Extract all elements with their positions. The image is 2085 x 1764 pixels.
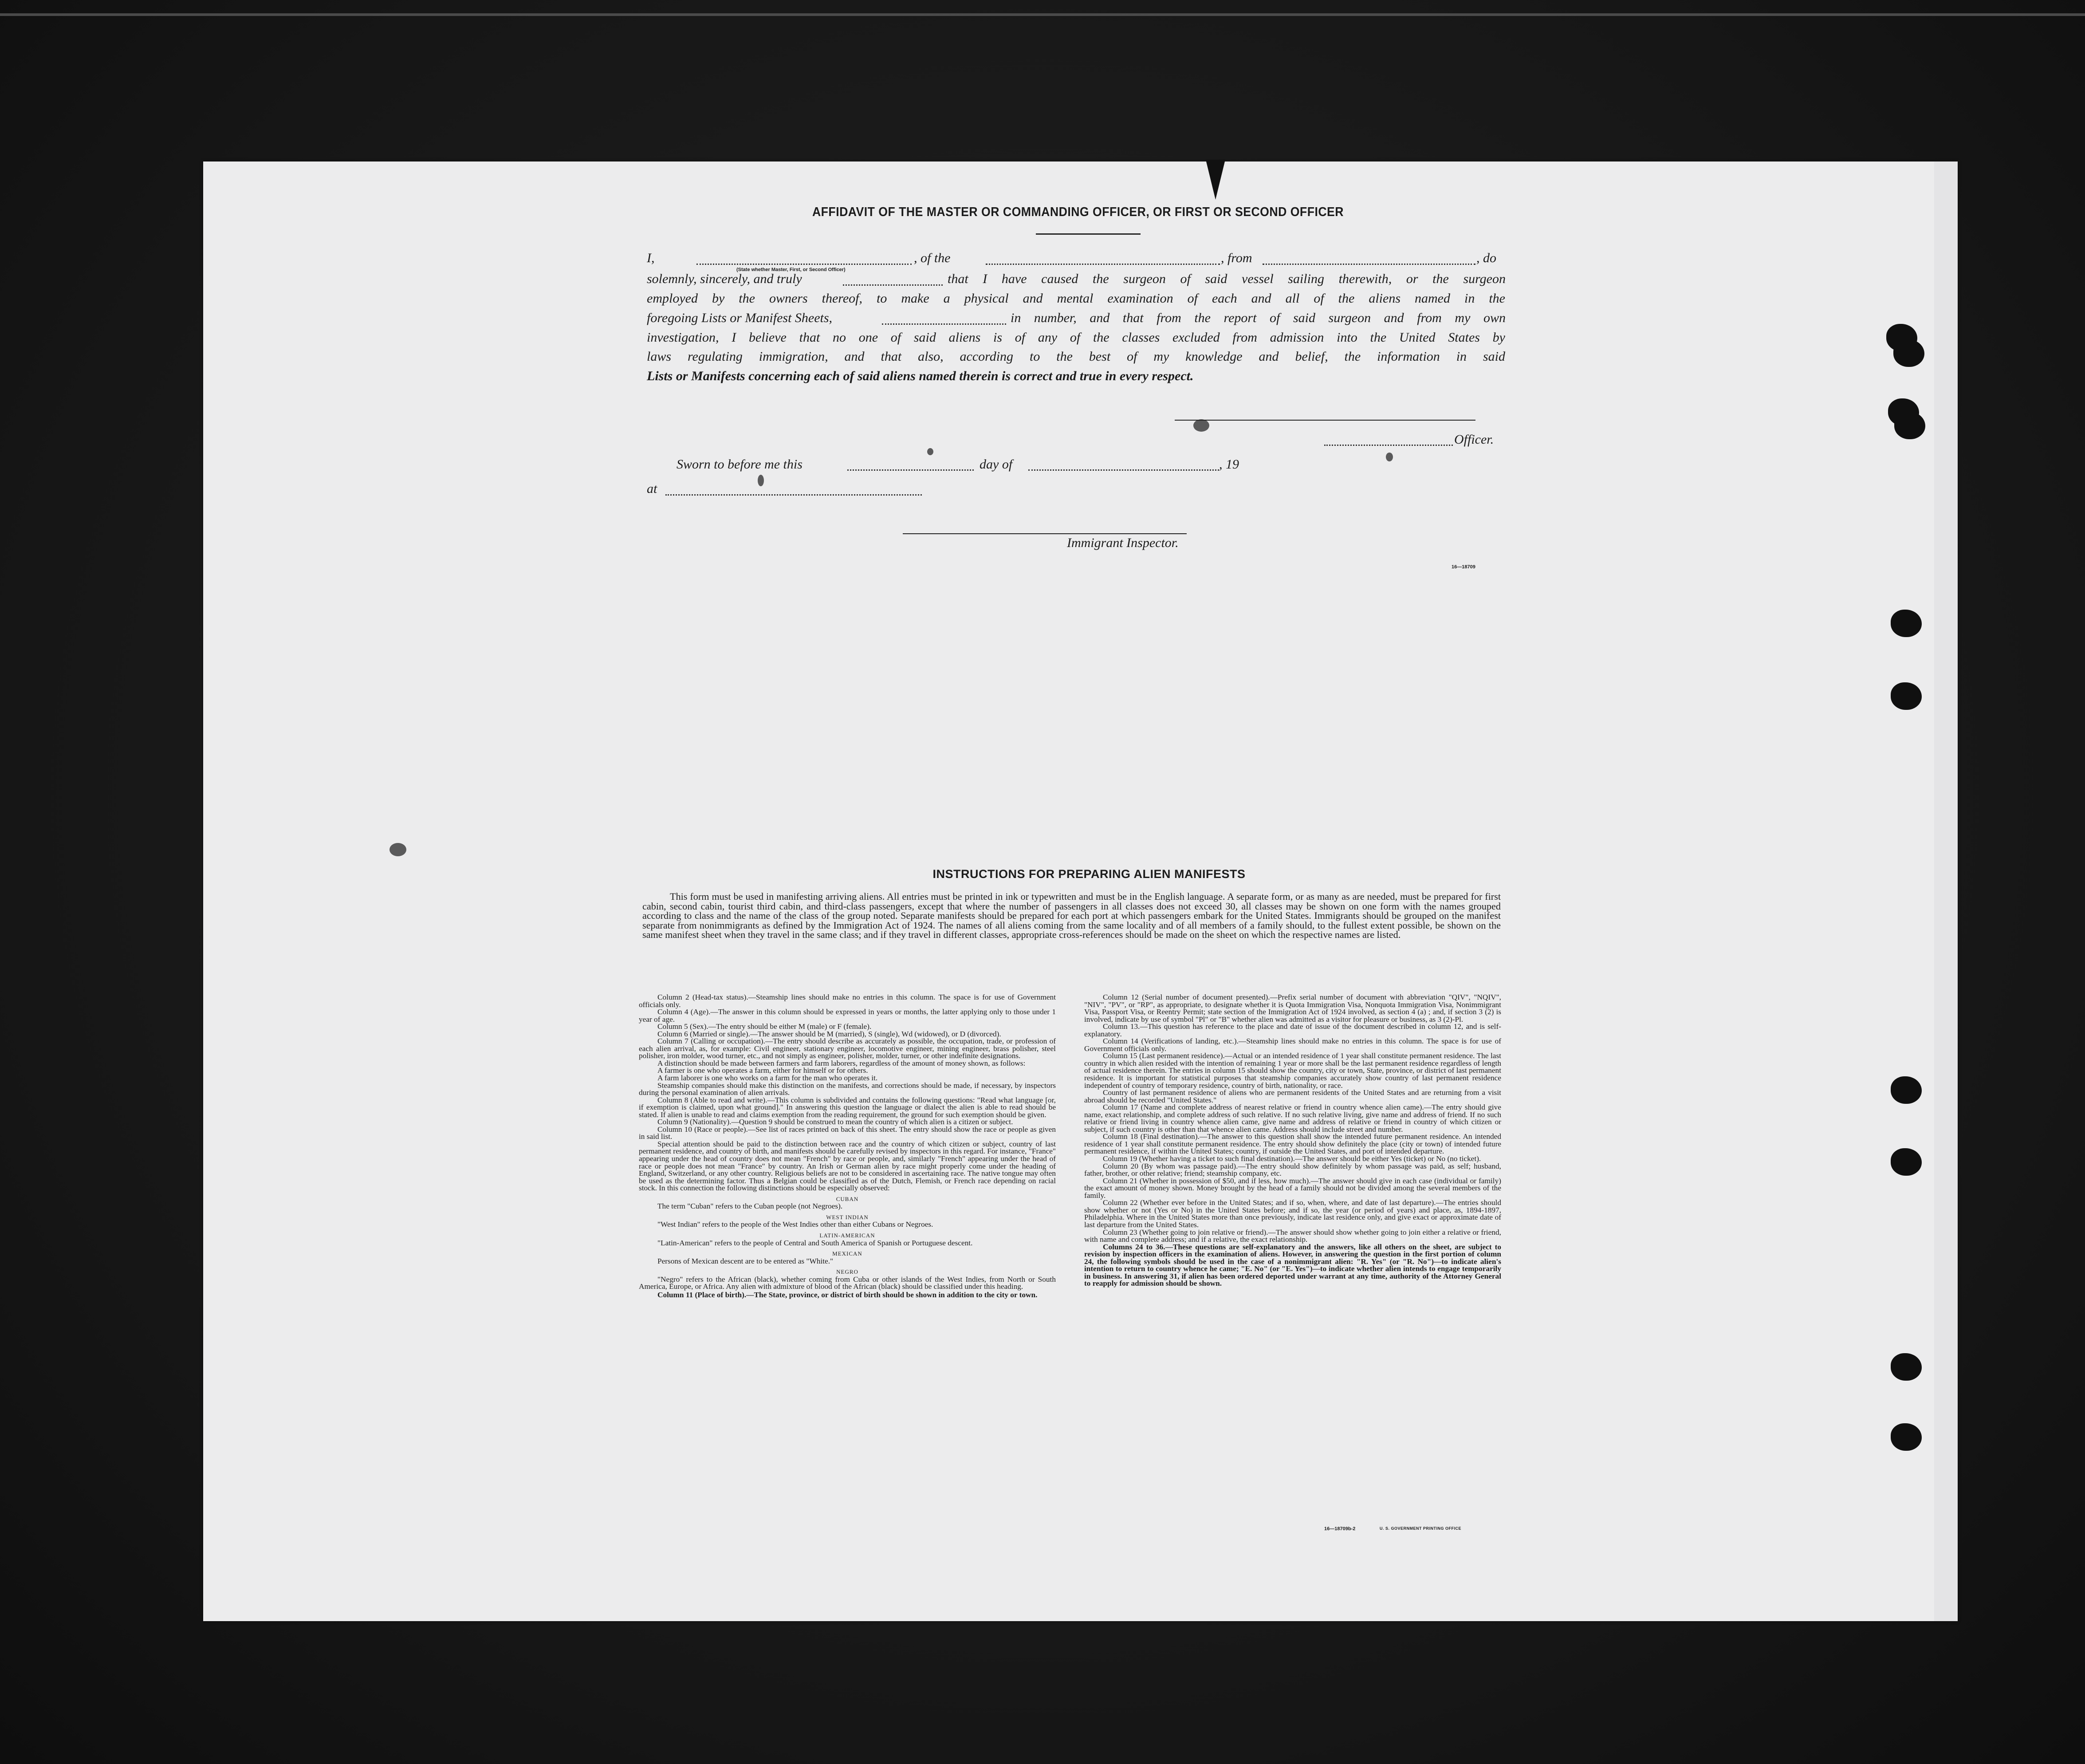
instruction-paragraph: Column 11 (Place of birth).—The State, province, or district of birth should be shown in addition to the city or town. [657, 1290, 1038, 1299]
sworn-text: day of [980, 457, 1013, 472]
smudge-mark [1193, 419, 1209, 432]
instruction-paragraph: Column 8 (Able to read and write).—This column is subdivided and contains the following questions: "Read what language [or, if exemption is claimed, upon what ground]." In answering this question the language or dialect the alien is able to read should be stated. If alien is unable to read and claims exemption from the reading requirement, the ground for such exemption should be given. [639, 1095, 1056, 1119]
footer-printer: U. S. GOVERNMENT PRINTING OFFICE [1380, 1526, 1462, 1531]
affidavit-text: employed by the owners thereof, to make a physical and mental examination of each and all of the aliens named in the [647, 291, 1505, 306]
blank-field-sworn-day [847, 469, 974, 471]
instruction-paragraph: Column 5 (Sex).—The entry should be either M (male) or F (female). [657, 1022, 872, 1031]
instruction-paragraph: Columns 24 to 36.—These questions are self-explanatory and the answers, like all others on the sheet, are subject to revision by inspection officers in the examination of aliens. However, in answering the question in the first portion of column 24, the following symbols should be used in the case of a nonimmigrant alien: "R. Yes" (or "R. No")—to indicate alien's intention to return to country whence he came; "E. No" (or "E. Yes")—to indicate whether alien intends to engage temporarily in business. In answering 31, if alien has been ordered deported under warrant at any time, authority of the Attorney General to reapply for admission should be shown. [1084, 1242, 1501, 1288]
instruction-paragraph: Column 12 (Serial number of document presented).—Prefix serial number of document with abbreviation "QIV", "NQIV", "NIV", "PV", or "RP", as appropriate, to designate whether it is Quota Immigration Visa, Nonquota Immigration Visa, Nonimmigrant Visa, Passport Visa, or Reentry Permit; state section of the Immigration Act of 1924 involved, as section 4 (a) ; and, if section 3 (2) is involved, indicate by use of symbol "Pl" or "B" whether alien was admitted as a visitor for pleasure or business, as 3 (2)-Pl. [1084, 993, 1501, 1024]
affidavit-title: AFFIDAVIT OF THE MASTER OR COMMANDING OFFICER, OR FIRST OR SECOND OFFICER [812, 205, 1344, 219]
instructions-title: INSTRUCTIONS FOR PREPARING ALIEN MANIFESTS [932, 867, 1246, 881]
affidavit-text: solemnly, sincerely, and truly [647, 272, 802, 286]
instruction-paragraph: Column 13.—This question has reference to the place and date of issue of the document described in column 12, and is self-explanatory. [1084, 1022, 1501, 1038]
definition-heading: WEST INDIAN [826, 1213, 869, 1221]
instructions-left-column [639, 994, 1056, 1299]
instruction-paragraph: Column 7 (Calling or occupation).—The entry should describe as accurately as possible, the occupation, trade, or profession of each alien arrival, as, for example: Civil engineer, stationary engineer, locomotive engineer, mining engineer, brass polisher, steel polisher, iron molder, wood turner, etc., and not simply as engineer, polisher, molder, turner, or other indefinite designations. [639, 1037, 1056, 1060]
instructions-intro: This form must be used in manifesting arriving aliens. All entries must be printed in ink or typewritten and must be in the English language. A separate form, or as many as are needed, must be prepared for first cabin, second cabin, tourist third cabin, and third-class passengers, except that where the number of passengers in all classes does not exceed 30, all classes may be shown on one form with the names grouped according to class and the name of the class of the group noted. Separate manifests should be prepared for each port at which passengers embark for the United States. Immigrants should be grouped on the manifest separate from nonimmigrants as defined by the Immigration Act of 1924. The names of all aliens coming from the same locality and of all members of a family should, to the fullest extent possible, be shown on the same manifest sheet when they travel in the same class; and if they travel in different classes, appropriate cross-references should be made on the sheet on which the respective names are listed. [642, 891, 1501, 940]
affidavit-text: laws regulating immigration, and that also, according to the best of my knowledge and belief, the information in said [647, 349, 1505, 364]
instruction-paragraph: Column 15 (Last permanent residence).—Actual or an intended residence of 1 year shall constitute permanent residence. The last country in which alien resided with the intention of remaining 1 year or more shall be the last permanent residence regardless of length of actual residence therein. The entries in column 15 should show the country, city or town, State, province, or district of last permanent residence. It is important for statistical purposes that steamship companies accurately show country of last permanent residence independent of country of temporary residence, country of birth, nationality, or race. [1084, 1051, 1501, 1090]
smudge-mark [1386, 453, 1393, 461]
affidavit-text: that I have caused the surgeon of said vessel sailing therewith, or the surgeon [948, 272, 1506, 286]
instruction-paragraph: Column 21 (Whether in possession of $50, and if less, how much).—The answer should give in each case (individual or family) the exact amount of money shown. Money brought by the head of a family should not be divided among the several members of the family. [1084, 1176, 1501, 1200]
officer-label: Officer. [1454, 432, 1494, 447]
instruction-paragraph: Steamship companies should make this distinction on the manifests, and corrections should be made, if necessary, by inspectors during the personal examination of alien arrivals. [639, 1081, 1056, 1097]
blank-field-port [1263, 264, 1475, 265]
definition-text: Persons of Mexican descent are to be entered as "White." [657, 1256, 834, 1265]
instruction-paragraph: Column 22 (Whether ever before in the United States; and if so, when, where, and date of last departure).—The entries should show whether or not (Yes or No) in the United States before; and if so, the year (or period of years) and place, as, 1894-1897, Philadelphia. Where in the United States more than once previously, indicate last residence only, and give exact or approximate date of last departure from the United States. [1084, 1198, 1501, 1229]
instruction-paragraph: Column 20 (By whom was passage paid).—The entry should show definitely by whom passage was paid, as self; husband, father, brother, or other relative; friend; steamship company, etc. [1084, 1162, 1501, 1178]
affidavit-text: , do [1476, 251, 1496, 265]
instruction-paragraph: Column 9 (Nationality).—Question 9 should be construed to mean the country of which alien is a citizen or subject. [657, 1118, 1013, 1126]
affidavit-text: I, [647, 251, 655, 265]
instruction-paragraph: Column 2 (Head-tax status).—Steamship lines should make no entries in this column. The space is for use of Government officials only. [639, 993, 1056, 1009]
binder-hole [1891, 682, 1922, 710]
definition-text: "Latin-American" refers to the people of Central and South America of Spanish or Portuguese descent. [657, 1238, 973, 1247]
instruction-paragraph: Column 10 (Race or people).—See list of races printed on back of this sheet. The entry should show the race or people as given in said list. [639, 1125, 1056, 1141]
sworn-text: , 19 [1219, 457, 1239, 472]
at-label: at [647, 481, 657, 496]
blank-field-place [665, 494, 922, 496]
instruction-paragraph: Column 23 (Whether going to join relative or friend).—The answer should show whether going to join either a relative or friend, with name and complete address; and if a relative, the exact relationship. [1084, 1228, 1501, 1244]
title-underline [1036, 233, 1141, 235]
instruction-paragraph: A farmer is one who operates a farm, either for himself or for others. [657, 1066, 868, 1075]
definition-heading: NEGRO [836, 1268, 858, 1276]
definition-heading: CUBAN [836, 1195, 859, 1202]
affidavit-text: , of the [914, 251, 951, 265]
rank-note: (State whether Master, First, or Second Officer) [736, 267, 846, 272]
instruction-paragraph: Column 17 (Name and complete address of nearest relative or friend in country whence alien came).—The entry should give name, exact relationship, and complete address of such relative. If no such relative living, give name and address of friend. If no such relative or friend living in country whence alien came, give name and address of relative or friend in country of which citizen or subject, if such country is other than that whence alien came. Address should include street and number. [1084, 1103, 1501, 1134]
instruction-paragraph: Column 4 (Age).—The answer in this column should be expressed in years or months, the latter applying only to those under 1 year of age. [639, 1008, 1056, 1024]
instruction-paragraph: A farm laborer is one who works on a farm for the man who operates it. [657, 1074, 878, 1083]
instruction-paragraph: Column 6 (Married or single).—The answer should be M (married), S (single), Wd (widowed), or D (divorced). [657, 1029, 1001, 1038]
footer-form-code: 16—18709b-2 [1324, 1526, 1356, 1532]
binder-hole [1894, 412, 1925, 439]
sheet-margin-strip [1934, 161, 1958, 1621]
definition-text: "Negro" refers to the African (black), whether coming from Cuba or other islands of the West Indies, from North or South America, Europe, or Africa. Any alien with admixture of blood of the African (black) should be classified under this heading. [639, 1275, 1056, 1291]
blank-field-oath [843, 284, 943, 286]
definition-heading: MEXICAN [832, 1250, 862, 1257]
blank-field-officer-signature [1324, 445, 1453, 446]
instruction-paragraph: Column 14 (Verifications of landing, etc.).—Steamship lines should make no entries in this column. The space is for use of Government officials only. [1084, 1037, 1501, 1053]
smudge-mark [389, 843, 406, 856]
instruction-paragraph: Column 18 (Final destination).—The answer to this question shall show the intended future permanent residence. An intended residence of 1 year shall constitute permanent residence. The entry should show definitely the place (city or town) of intended future permanent residence, if within the United States; country, if outside the United States, and port of intended departure. [1084, 1132, 1501, 1156]
inspector-signature-line [903, 533, 1187, 534]
binder-hole [1891, 1076, 1922, 1104]
binder-hole [1893, 339, 1924, 367]
binder-hole [1891, 610, 1922, 637]
affidavit-text: Lists or Manifests concerning each of said aliens named therein is correct and true in every respect. [647, 369, 1194, 383]
definition-text: "West Indian" refers to the people of the West Indies other than either Cubans or Negroes. [657, 1220, 933, 1229]
affidavit-text: , from [1221, 251, 1252, 265]
blank-field-vessel [986, 264, 1220, 265]
instruction-paragraph: Country of last permanent residence of aliens who are permanent residents of the United States and are returning from a visit abroad should be recorded "United States." [1084, 1088, 1501, 1104]
blank-field-sheet-count [882, 323, 1006, 325]
instructions-right-column [1084, 994, 1501, 1288]
definition-text: The term "Cuban" refers to the Cuban people (not Negroes). [657, 1202, 843, 1211]
film-edge-line [0, 13, 2085, 16]
smudge-mark [758, 475, 764, 486]
binder-hole [1891, 1353, 1922, 1381]
sworn-text: Sworn to before me this [677, 457, 803, 472]
binder-hole [1891, 1148, 1922, 1176]
affidavit-text: in number, and that from the report of said surgeon and from my own [1011, 311, 1506, 325]
affidavit-text: investigation, I believe that no one of said aliens is of any of the classes excluded from admission into the United States by [647, 330, 1505, 345]
instruction-paragraph: Column 19 (Whether having a ticket to such final destination).—The answer should be either Yes (ticket) or No (no ticket). [1103, 1154, 1481, 1163]
sheet-notch [1206, 160, 1225, 200]
binder-hole [1891, 1423, 1922, 1451]
instruction-paragraph: A distinction should be made between farmers and farm laborers, regardless of the amount of money shown, as follows: [657, 1059, 1026, 1067]
affidavit-text: foregoing Lists or Manifest Sheets, [647, 311, 833, 325]
signature-line [1175, 420, 1475, 421]
definition-heading: LATIN-AMERICAN [819, 1232, 875, 1239]
blank-field-sworn-month [1028, 469, 1219, 471]
instruction-paragraph: Special attention should be paid to the distinction between race and the country of which citizen or subject, country of last permanent residence, and country of birth, and manifests should be carefully revised by inspectors in this regard. For instance, "France" appearing under the head of country does not mean "French" by race or people, and, similarly "French" appearing under the head of race or people does not mean "France" by country. An Irish or German alien by race might properly come under the heading of England, Switzerland, or any other country. Religious beliefs are not to be considered in ascertaining race. The native tongue may often be used as the determining factor. Thus a Belgian could be classified as of the Dutch, Flemish, or French race depending on racial stock. In this connection the following distinctions should be especially observed: [639, 1139, 1056, 1193]
form-code: 16—18709 [1452, 564, 1475, 570]
blank-field-officer-name [696, 264, 912, 265]
smudge-mark [927, 448, 933, 455]
inspector-label: Immigrant Inspector. [1067, 536, 1179, 550]
